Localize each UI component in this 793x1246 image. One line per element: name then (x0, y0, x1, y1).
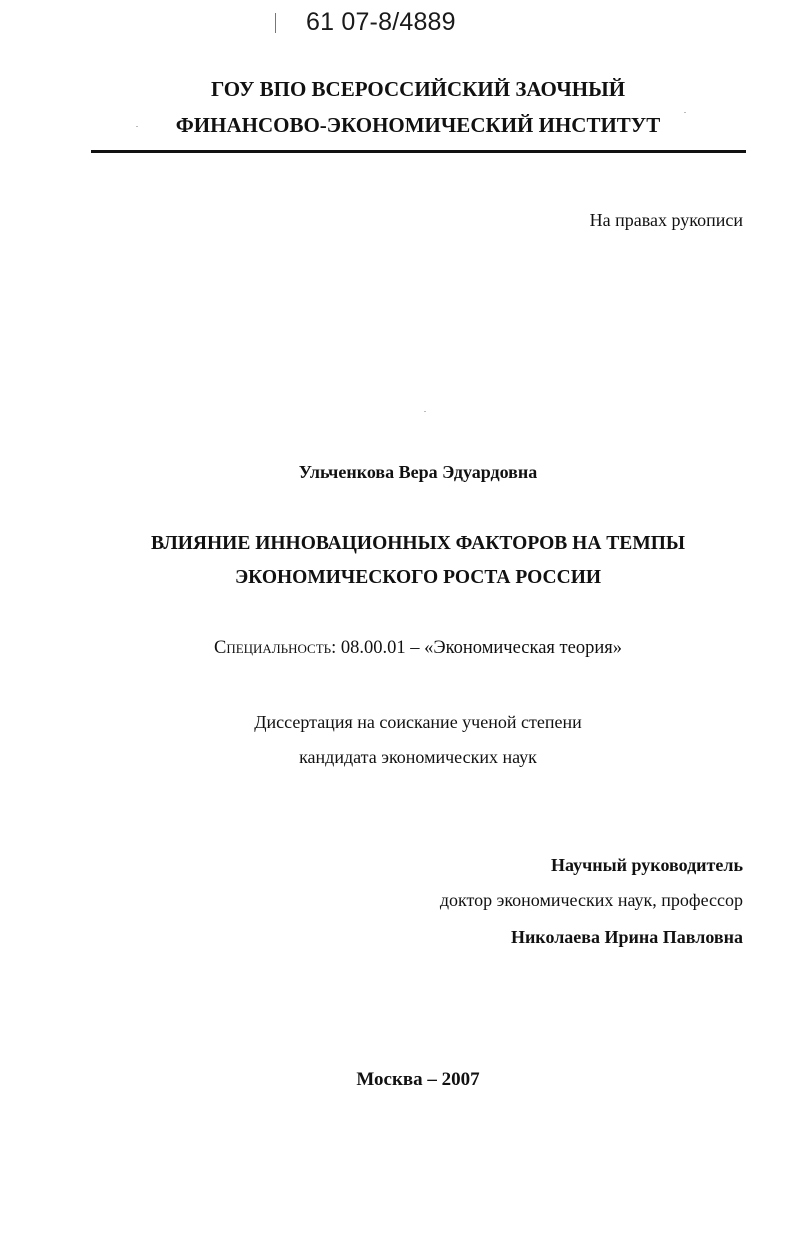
specialty-value: 08.00.01 – «Экономическая теория» (340, 638, 623, 658)
stamp-tick-mark (275, 13, 276, 33)
supervisor-heading: Научный руководитель (551, 855, 743, 875)
scan-speck (136, 126, 138, 127)
specialty-line (90, 638, 746, 659)
scan-speck (684, 112, 686, 113)
dissertation-title-line-1: ВЛИЯНИЕ ИННОВАЦИОННЫХ ФАКТОРОВ НА ТЕМПЫ (150, 533, 686, 554)
header-divider-rule (91, 150, 746, 153)
institute-name-line-1: ГОУ ВПО ВСЕРОССИЙСКИЙ ЗАОЧНЫЙ (210, 77, 626, 101)
dissertation-title-line-2: ЭКОНОМИЧЕСКОГО РОСТА РОССИИ (234, 567, 602, 588)
registration-stamp-number: 61 07-8/4889 (306, 8, 456, 36)
supervisor-credentials: доктор экономических наук, профессор (439, 890, 743, 910)
institute-name-line-2: ФИНАНСОВО-ЭКОНОМИЧЕСКИЙ ИНСТИТУТ (175, 113, 661, 137)
author-name: Ульченкова Вера Эдуардовна (298, 462, 538, 482)
scan-speck (424, 411, 426, 412)
degree-line-2: кандидата экономических наук (299, 747, 537, 767)
degree-line-1: Диссертация на соискание ученой степени (254, 712, 582, 732)
supervisor-name: Николаева Ирина Павловна (510, 927, 743, 947)
manuscript-rights-note: На правах рукописи (589, 210, 743, 230)
city-and-year: Москва – 2007 (356, 1069, 480, 1090)
specialty-label: Специальность: (213, 638, 337, 658)
